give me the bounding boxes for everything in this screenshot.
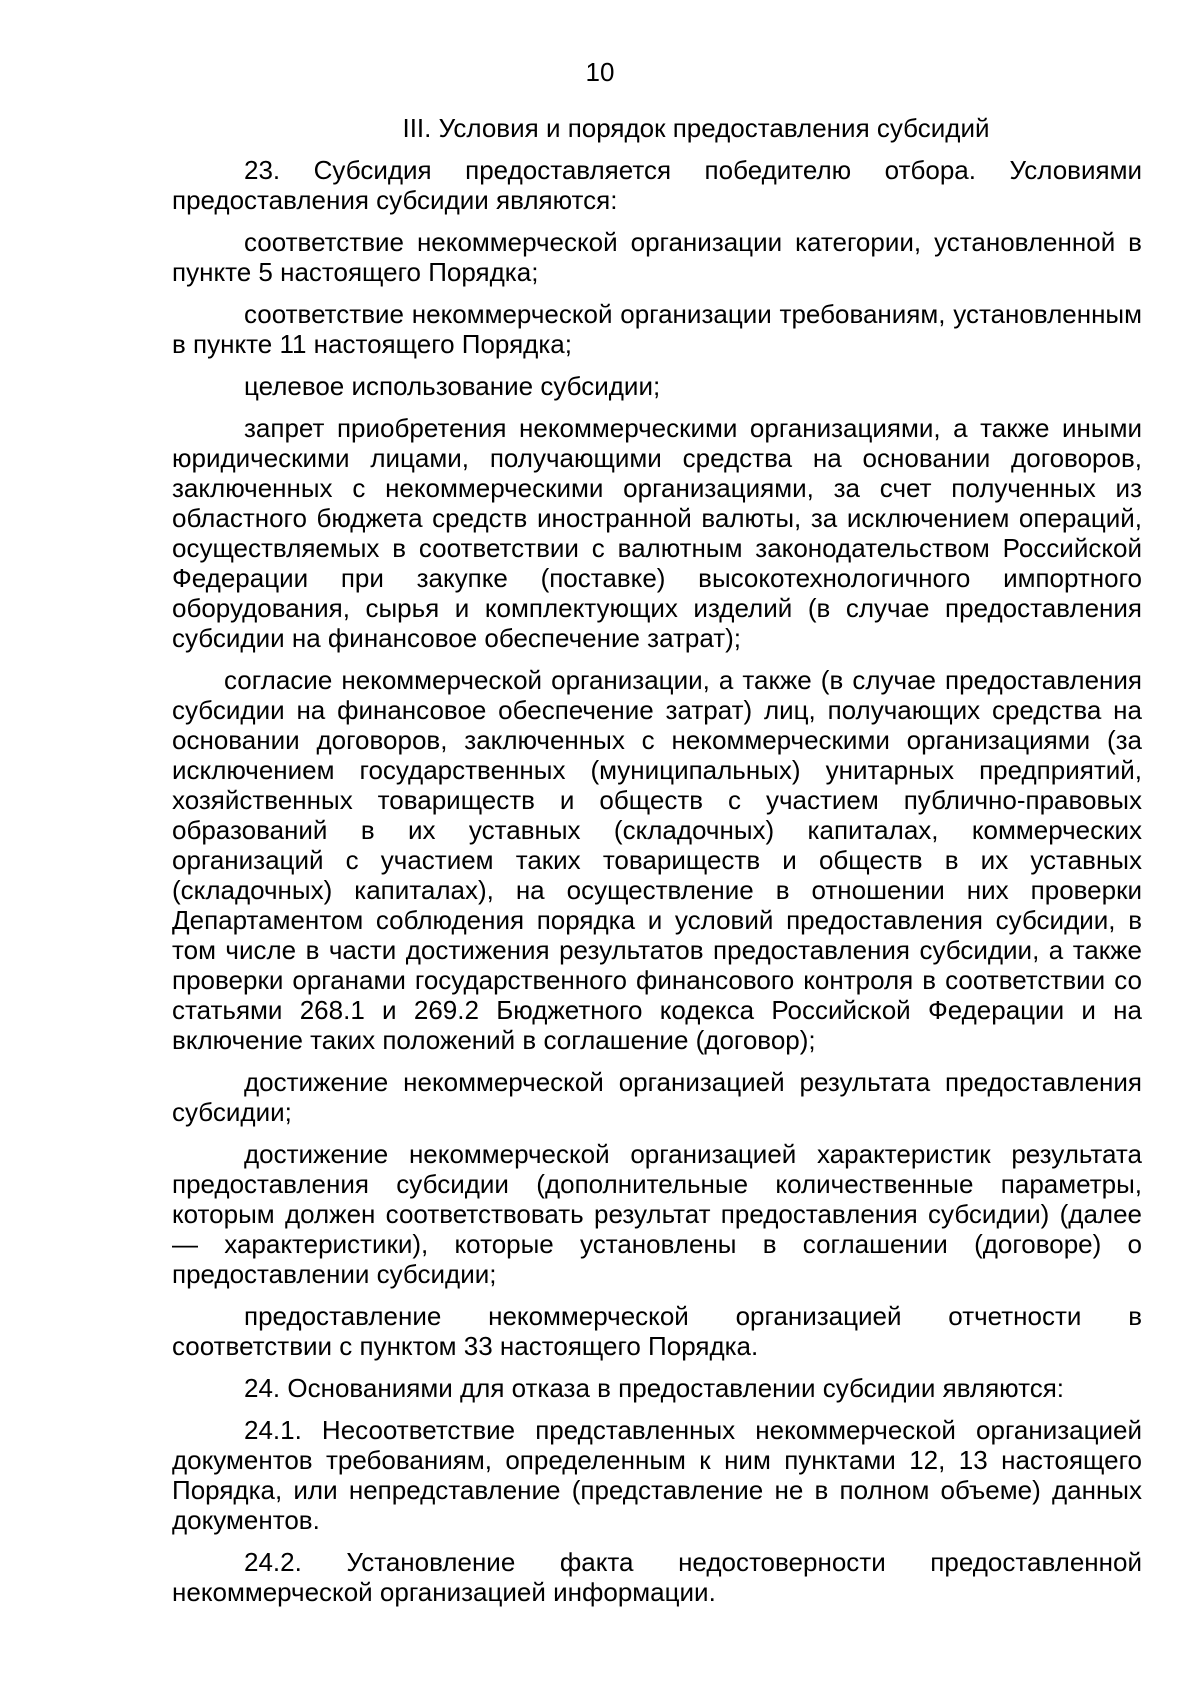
paragraph-condition-target-use: целевое использование субсидии; (244, 371, 661, 401)
paragraph-24-1: 24.1. Несоответствие представленных некоммерческой организацией документов требованиям, определенным к ним пунктами 12, 13 настоящего Порядка, или непредставление (представление не в полном объеме) данных документов. (172, 1415, 1142, 1535)
paragraph-condition-reporting: предоставление некоммерческой организацией отчетности в соответствии с пунктом 33 настоящего Порядка. (172, 1301, 1142, 1361)
paragraph-condition-category: соответствие некоммерческой организации категории, установленной в пункте 5 настоящего Порядка; (172, 227, 1142, 287)
paragraph-condition-currency-ban: запрет приобретения некоммерческими организациями, а также иными юридическими лицами, получающими средства на основании договоров, заключенных с некоммерческими организациями, за счет полученных из областного бюджета средств иностранной валюты, за исключением операций, осуществляемых в соответствии с валютным законодательством Российской Федерации при закупке (поставке) высокотехнологичного импортного оборудования, сырья и комплектующих изделий (в случае предоставления субсидии на финансовое обеспечение затрат); (172, 413, 1142, 653)
paragraph-condition-result: достижение некоммерческой организацией результата предоставления субсидии; (172, 1067, 1142, 1127)
page-number: 10 (585, 57, 615, 87)
paragraph-condition-characteristics: достижение некоммерческой организацией характеристик результата предоставления субсидии (дополнительные количественные параметры, которым должен соответствовать результат предоставления субсидии) (далее — характеристики), которые установлены в соглашении (договоре) о предоставлении субсидии; (172, 1139, 1142, 1289)
paragraph-24-2: 24.2. Установление факта недостоверности предоставленной некоммерческой организацией информации. (172, 1547, 1142, 1607)
paragraph-24: 24. Основаниями для отказа в предоставлении субсидии являются: (244, 1373, 1065, 1403)
document-body (172, 113, 1142, 1619)
paragraph-23: 23. Субсидия предоставляется победителю отбора. Условиями предоставления субсидии являются: (172, 155, 1142, 215)
section-title: III. Условия и порядок предоставления субсидий (402, 113, 990, 143)
paragraph-condition-requirements: соответствие некоммерческой организации требованиям, установленным в пункте 11 настоящего Порядка; (172, 299, 1142, 359)
paragraph-condition-consent: согласие некоммерческой организации, а также (в случае предоставления субсидии на финансовое обеспечение затрат) лиц, получающих средства на основании договоров, заключенных с некоммерческими организациями (за исключением государственных (муниципальных) унитарных предприятий, хозяйственных товариществ и обществ с участием публично-правовых образований в их уставных (складочных) капиталах, коммерческих организаций с участием таких товариществ и обществ в их уставных (складочных) капиталах), на осуществление в отношении них проверки Департаментом соблюдения порядка и условий предоставления субсидии, в том числе в части достижения результатов предоставления субсидии, а также проверки органами государственного финансового контроля в соответствии со статьями 268.1 и 269.2 Бюджетного кодекса Российской Федерации и на включение таких положений в соглашение (договор); (172, 665, 1142, 1055)
